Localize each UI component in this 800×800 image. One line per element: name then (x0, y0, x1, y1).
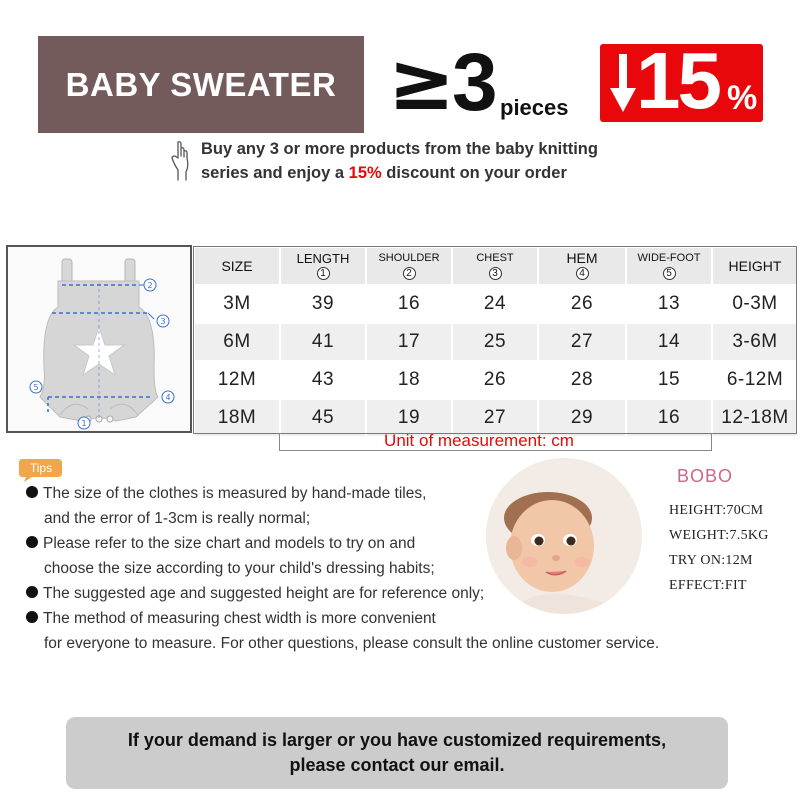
marker-4: 4 (165, 393, 171, 402)
cell-shoulder: 16 (366, 285, 452, 323)
cell-height: 6-12M (712, 361, 798, 399)
marker-5: 5 (33, 383, 39, 392)
hem-number-badge: 4 (576, 267, 589, 280)
cell-chest: 26 (452, 361, 538, 399)
cell-size: 6M (194, 323, 280, 361)
cell-hem: 28 (538, 361, 626, 399)
table-header-row (194, 247, 798, 285)
cell-chest: 27 (452, 399, 538, 437)
title-banner (38, 36, 364, 133)
bullet-icon (26, 586, 38, 598)
baby-portrait (486, 458, 642, 614)
promo-discount-highlight: 15% (348, 164, 382, 182)
cell-shoulder: 18 (366, 361, 452, 399)
promo-text-prefix: series and enjoy a (201, 164, 349, 182)
cell-wide-foot: 14 (626, 323, 712, 361)
romper-illustration (8, 247, 190, 431)
table-row (194, 361, 798, 399)
promo-text-line2 (201, 164, 567, 183)
cell-hem: 29 (538, 399, 626, 437)
garment-diagram (6, 245, 192, 433)
model-height: HEIGHT:70CM (669, 503, 764, 518)
tip-item-3: The suggested age and suggested height are for reference only; (26, 585, 484, 603)
model-weight: WEIGHT:7.5KG (669, 528, 769, 543)
marker-1: 1 (81, 419, 87, 428)
promo-text-line1: Buy any 3 or more products from the baby knitting (201, 140, 598, 158)
cell-length: 45 (280, 399, 366, 437)
wide-foot-number-badge: 5 (663, 267, 676, 280)
header-size: SIZE (194, 247, 280, 285)
header-hem: HEM 4 (538, 247, 626, 285)
marker-2: 2 (147, 281, 153, 290)
bullet-icon (26, 611, 38, 623)
table-row (194, 323, 798, 361)
unit-note: Unit of measurement: cm (384, 431, 574, 450)
cell-size: 12M (194, 361, 280, 399)
header-length: LENGTH 1 (280, 247, 366, 285)
tip-item-2: Please refer to the size chart and models to try on and (26, 535, 415, 553)
cell-size: 18M (194, 399, 280, 437)
promo-text-suffix: discount on your order (381, 164, 567, 182)
cell-hem: 27 (538, 323, 626, 361)
cell-wide-foot: 13 (626, 285, 712, 323)
cell-size: 3M (194, 285, 280, 323)
cell-hem: 26 (538, 285, 626, 323)
page-title: BABY SWEATER (65, 65, 337, 103)
greater-equal-symbol: ≥ (388, 35, 456, 128)
cell-chest: 24 (452, 285, 538, 323)
table-row (194, 285, 798, 323)
header-height: HEIGHT (712, 247, 798, 285)
header-chest: CHEST 3 (452, 247, 538, 285)
contact-line1: If your demand is larger or you have customized requirements, (127, 730, 667, 750)
cell-height: 3-6M (712, 323, 798, 361)
model-name: BOBO (677, 466, 734, 486)
discount-badge (600, 44, 763, 122)
cell-shoulder: 17 (366, 323, 452, 361)
model-effect: EFFECT:FIT (669, 578, 747, 593)
tip-item-2-cont: choose the size according to your child's dressing habits; (44, 560, 435, 577)
tip-item-1: The size of the clothes is measured by hand-made tiles, (26, 485, 426, 503)
model-photo (486, 458, 642, 614)
size-table (193, 246, 799, 438)
cell-shoulder: 19 (366, 399, 452, 437)
chest-number-badge: 3 (489, 267, 502, 280)
model-try-on: TRY ON:12M (669, 553, 753, 568)
quantity-number: 3 (452, 37, 498, 128)
cell-wide-foot: 15 (626, 361, 712, 399)
tips-badge (18, 457, 64, 483)
contact-banner (66, 717, 728, 789)
cell-height: 0-3M (712, 285, 798, 323)
cell-height: 12-18M (712, 399, 798, 437)
bullet-icon (26, 486, 38, 498)
cell-chest: 25 (452, 323, 538, 361)
cell-wide-foot: 16 (626, 399, 712, 437)
contact-line2: please contact our email. (289, 755, 505, 775)
tip-item-4-cont: for everyone to measure. For other questions, please consult the online customer service. (44, 635, 660, 652)
cell-length: 39 (280, 285, 366, 323)
cell-length: 41 (280, 323, 366, 361)
cell-length: 43 (280, 361, 366, 399)
shoulder-number-badge: 2 (403, 267, 416, 280)
pointing-hand-icon (168, 140, 196, 182)
marker-3: 3 (160, 317, 166, 326)
discount-percent: % (727, 79, 758, 117)
header-wide-foot: WIDE-FOOT 5 (626, 247, 712, 285)
length-number-badge: 1 (317, 267, 330, 280)
header-shoulder: SHOULDER 2 (366, 247, 452, 285)
tips-label: Tips (29, 461, 53, 475)
discount-value: 15 (636, 44, 719, 122)
tip-item-4: The method of measuring chest width is more convenient (26, 610, 436, 628)
bullet-icon (26, 536, 38, 548)
tip-item-1-cont: and the error of 1-3cm is really normal; (44, 510, 311, 527)
down-arrow-icon (610, 54, 636, 112)
quantity-unit: pieces (500, 95, 569, 120)
